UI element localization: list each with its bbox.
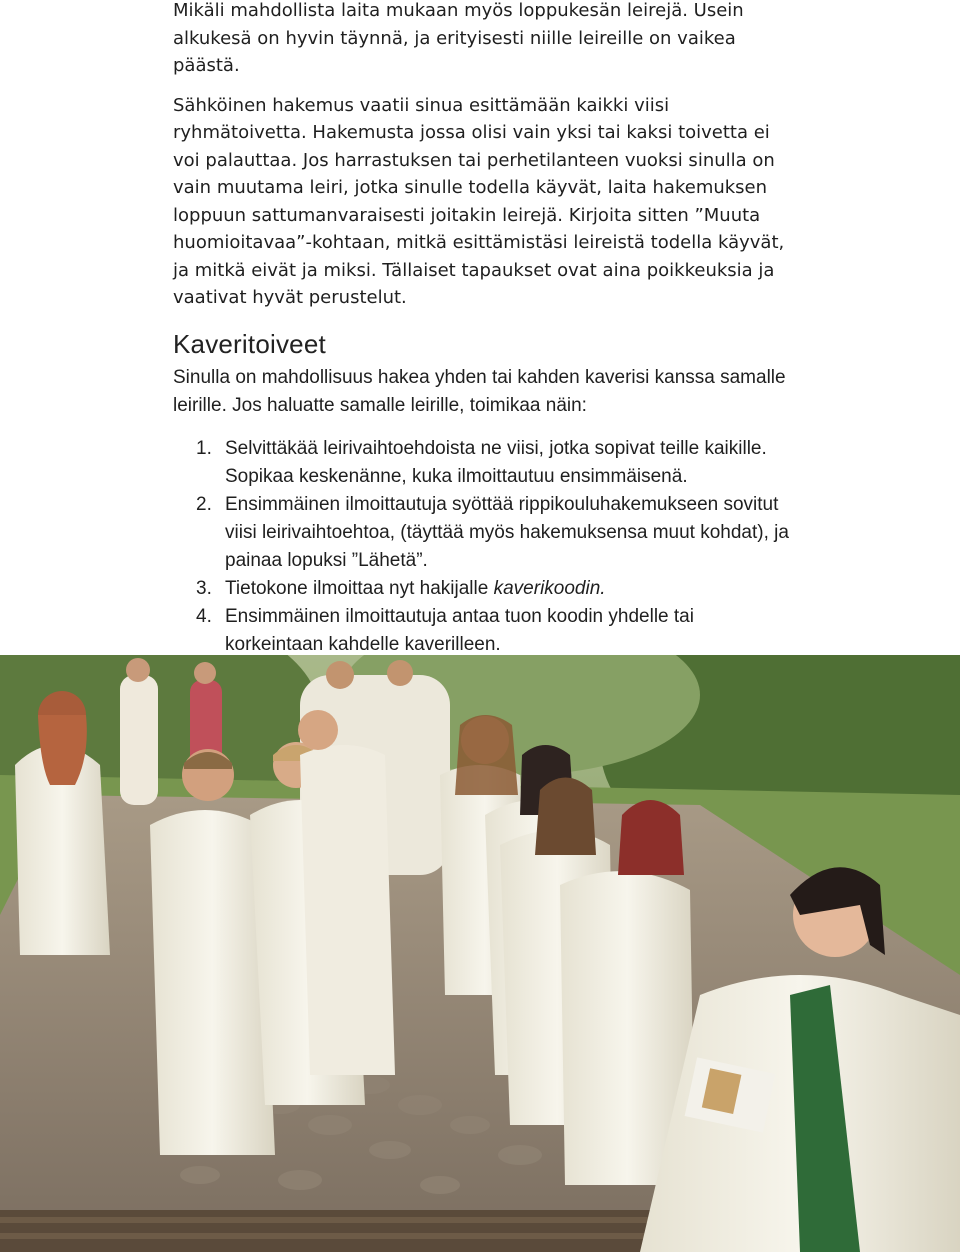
list-item-number: 3. [196, 577, 212, 599]
list-item-text: Tietokone ilmoittaa nyt hakijalle [225, 577, 494, 599]
list-item-number: 1. [196, 437, 212, 459]
section-intro: Sinulla on mahdollisuus hakea yhden tai kahden kaverisi kanssa samalle leirille. Jos haluatte samalle leirille, toimikaa näin: [173, 366, 786, 416]
paragraph-application-rules: Sähköinen hakemus vaatii sinua esittämään kaikki viisi ryhmätoivetta. Hakemusta jossa olisi vain yksi tai kaksi toivetta ei voi palauttaa. Jos harrastuksen tai perhetilanteen vuoksi sinulla on vain muutama leiri, jotka sinulle todella käyvät, laita hakemuksen loppuun sattumanvaraisesti joitakin leirejä. Kirjoita sitten ”Muuta huomioitavaa”-kohtaan, mitkä esittämistäsi leireistä todella käyvät, ja mitkä eivät ja miksi. Tällaiset tapaukset ovat aina poikkeuksia ja vaativat hyvät perustelut. [173, 94, 785, 308]
steps-list [173, 435, 793, 659]
list-item-italic-term: kaverikoodin. [493, 577, 606, 599]
list-item-number: 4. [196, 605, 212, 627]
list-item-text: Selvittäkää leirivaihtoehdoista ne viisi, jotka sopivat teille kaikille. Sopikaa keskenänne, kuka ilmoittautuu ensimmäisenä. [225, 437, 767, 487]
confirmation-photo [0, 655, 960, 1252]
list-item-text: Ensimmäinen ilmoittautuja syöttää rippikouluhakemukseen sovitut viisi leirivaihtoehtoa, (täyttää myös hakemuksensa muut kohdat), ja painaa lopuksi ”Lähetä”. [225, 493, 789, 571]
paragraph-summer-camps: Mikäli mahdollista laita mukaan myös loppukesän leirejä. Usein alkukesä on hyvin täynnä, ja erityisesti niille leireille on vaikea päästä. [173, 0, 744, 76]
document-body [173, 0, 793, 659]
list-item [173, 575, 793, 603]
photo-illustration [0, 655, 960, 1252]
list-item [173, 435, 793, 491]
section-heading: Kaveritoiveet [173, 328, 326, 359]
list-item-text: Ensimmäinen ilmoittautuja antaa tuon koodin yhdelle tai korkeintaan kahdelle kaverilleen. [225, 605, 694, 655]
list-item-number: 2. [196, 493, 212, 515]
list-item [173, 603, 793, 659]
list-item [173, 491, 793, 575]
